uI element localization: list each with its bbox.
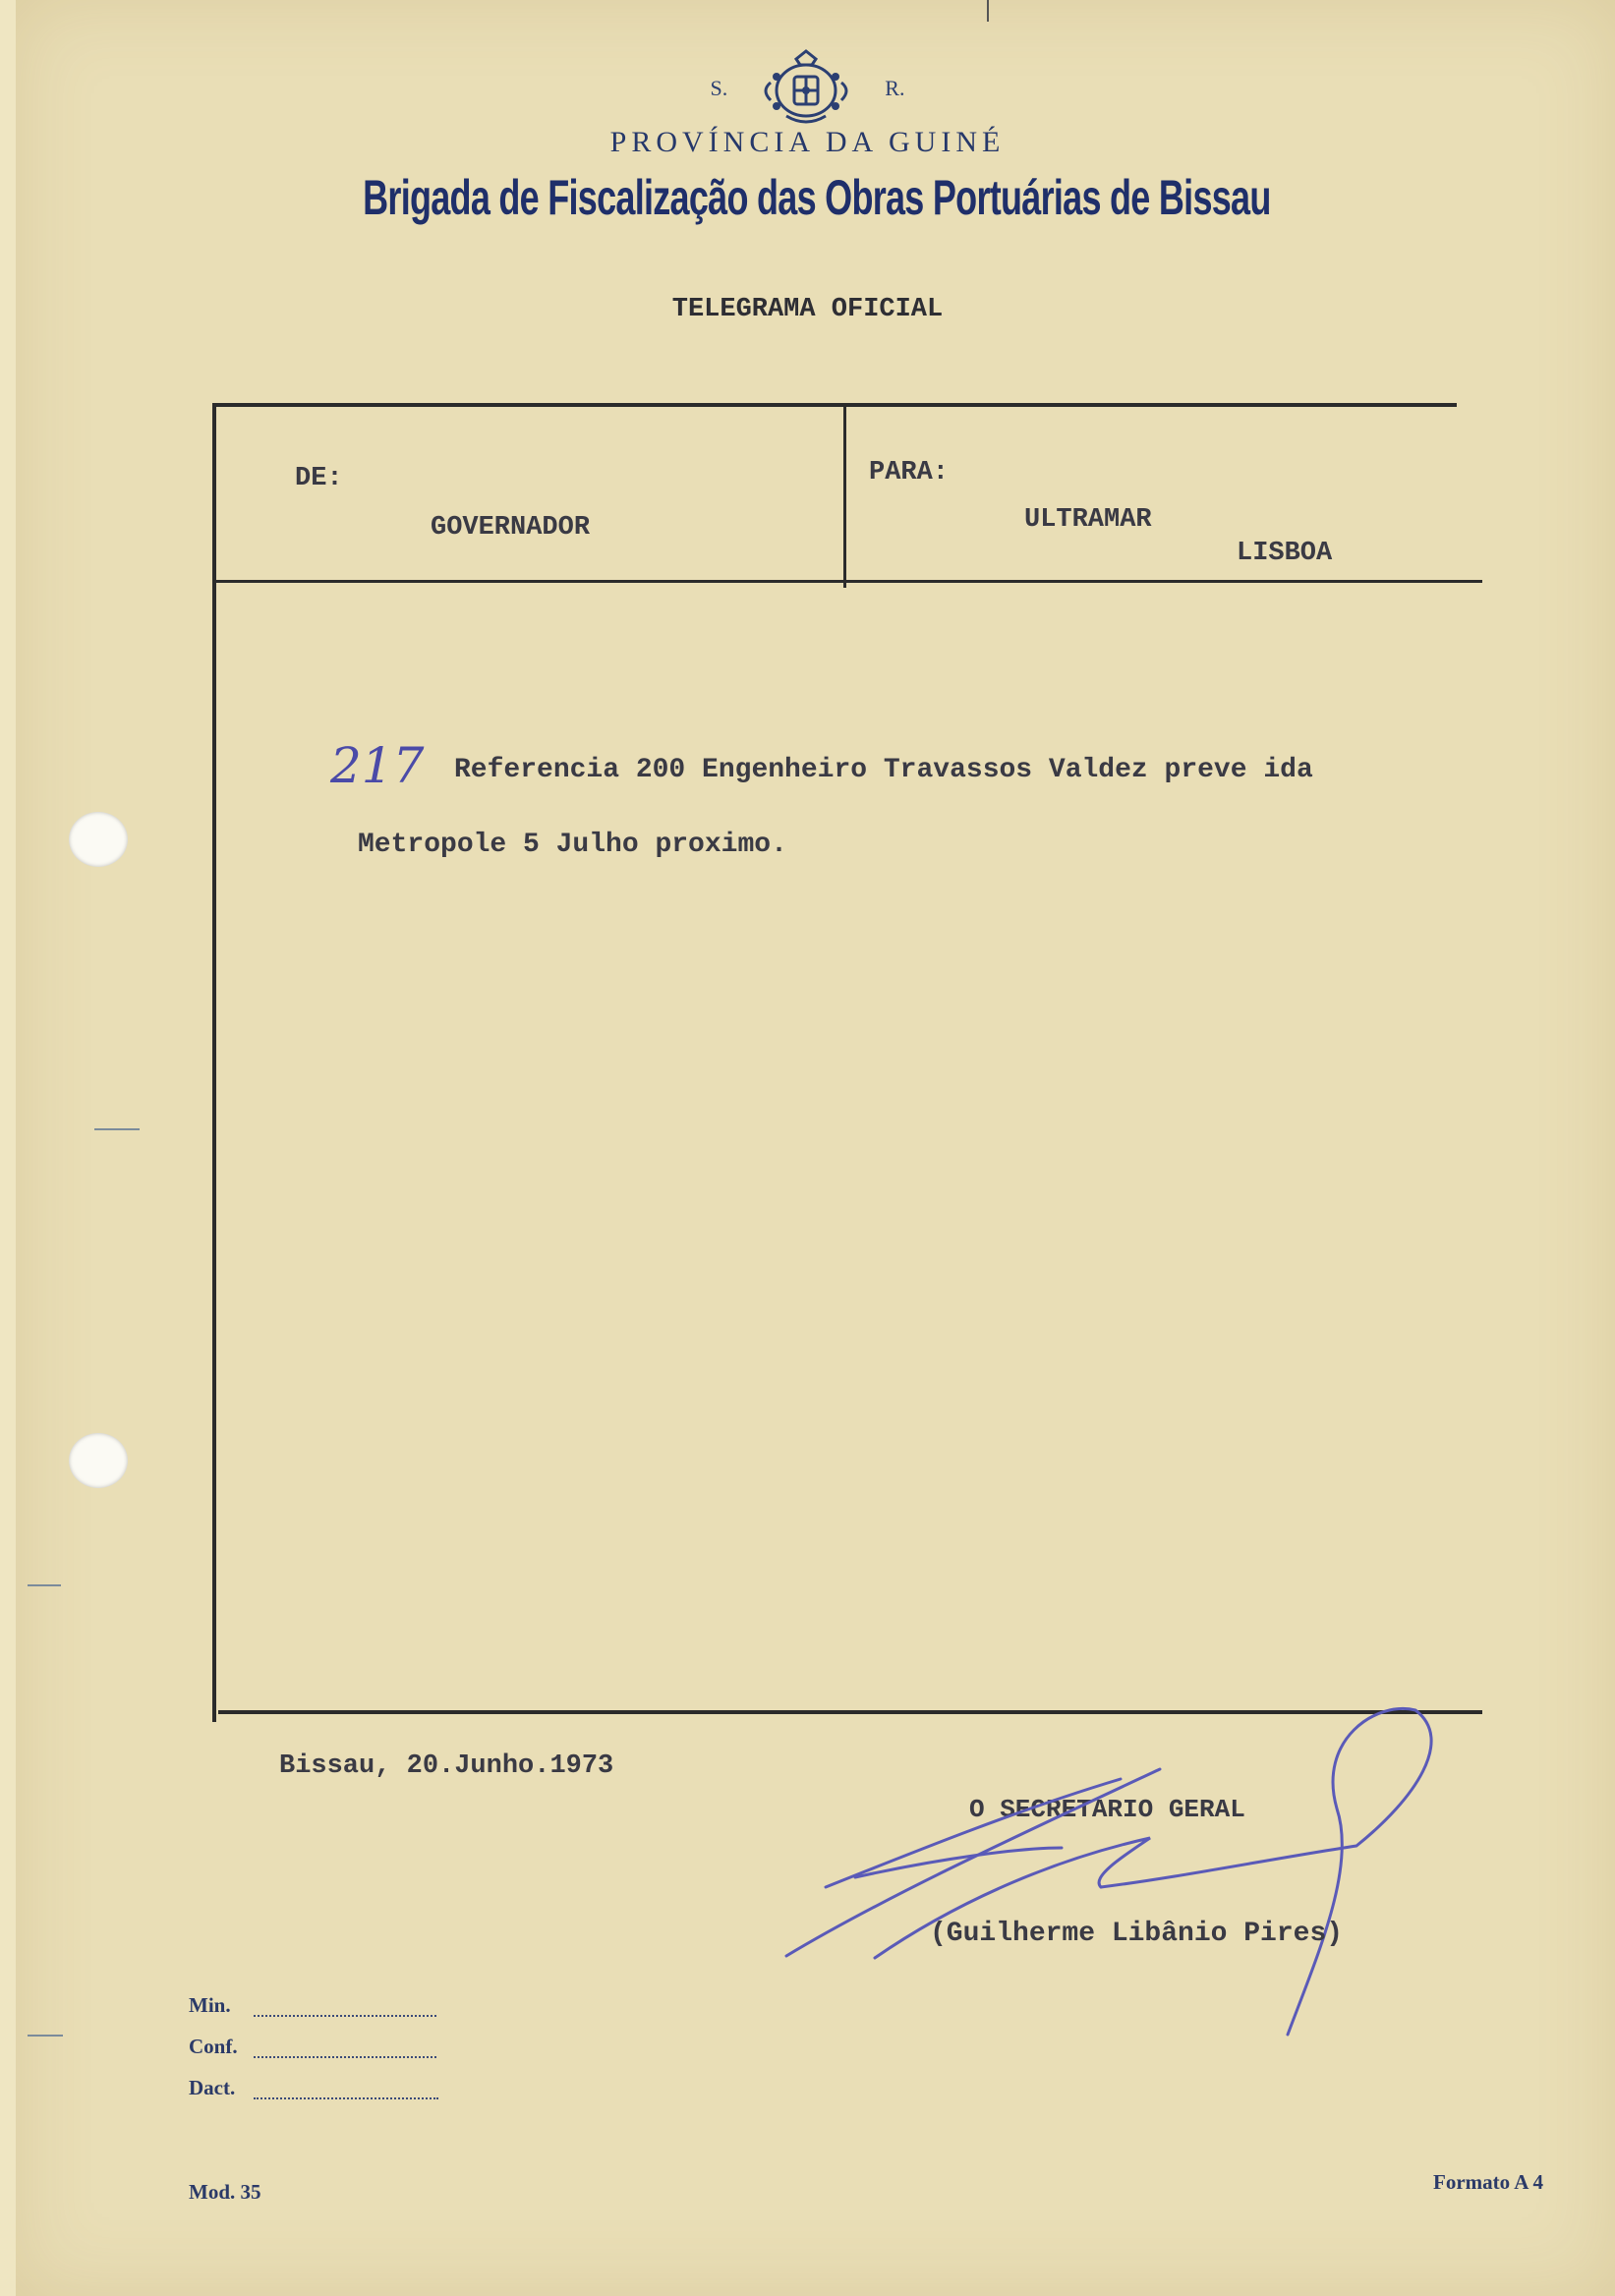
place-date: Bissau, 20.Junho.1973 <box>279 1751 614 1781</box>
top-edge-mark <box>987 0 989 22</box>
letterhead-left-mark: S. <box>710 76 728 100</box>
to-value: ULTRAMAR <box>1024 505 1152 535</box>
footer-field-min-line <box>254 2015 436 2017</box>
letterhead-seal-row <box>0 49 1615 128</box>
margin-fold-mark <box>94 1128 140 1130</box>
from-label: DE: <box>295 464 343 493</box>
document-type: TELEGRAMA OFICIAL <box>671 295 944 324</box>
signatory-title: O SECRETÁRIO GERAL <box>969 1795 1245 1824</box>
footer-field-conf-line <box>254 2056 436 2058</box>
model-number: Mod. 35 <box>189 2180 261 2204</box>
handwritten-reference-number: 217 <box>330 737 425 794</box>
frame-left-border <box>212 403 216 1722</box>
punch-hole-bottom <box>69 1433 128 1488</box>
to-place: LISBOA <box>1237 539 1333 568</box>
footer-field-dact: Dact. <box>189 2076 236 2099</box>
brigade-title: Brigada de Fiscalização das Obras Portuárias de Bissau <box>363 170 1271 225</box>
handwritten-signature <box>767 1700 1455 2054</box>
coat-of-arms-icon <box>757 49 855 128</box>
province-title: PROVÍNCIA DA GUINÉ <box>609 126 1006 158</box>
margin-fold-mark <box>28 1584 61 1586</box>
punch-hole-top <box>69 812 128 867</box>
message-line-1: Referencia 200 Engenheiro Travassos Valdez preve ida <box>454 755 1313 785</box>
to-label: PARA: <box>869 458 950 488</box>
paper-format: Formato A 4 <box>1433 2170 1543 2194</box>
footer-field-dact-line <box>254 2097 438 2099</box>
frame-top-border <box>212 403 1457 407</box>
margin-fold-mark <box>28 2035 63 2037</box>
footer-field-min: Min. <box>189 1993 231 2017</box>
footer-field-conf: Conf. <box>189 2035 238 2058</box>
from-value: GOVERNADOR <box>431 513 591 543</box>
signatory-name: (Guilherme Libânio Pires) <box>930 1919 1344 1949</box>
letterhead-right-mark: R. <box>885 76 905 100</box>
header-bottom-border <box>214 580 1482 583</box>
message-line-2: Metropole 5 Julho proximo. <box>358 830 787 860</box>
header-divider <box>843 405 846 588</box>
